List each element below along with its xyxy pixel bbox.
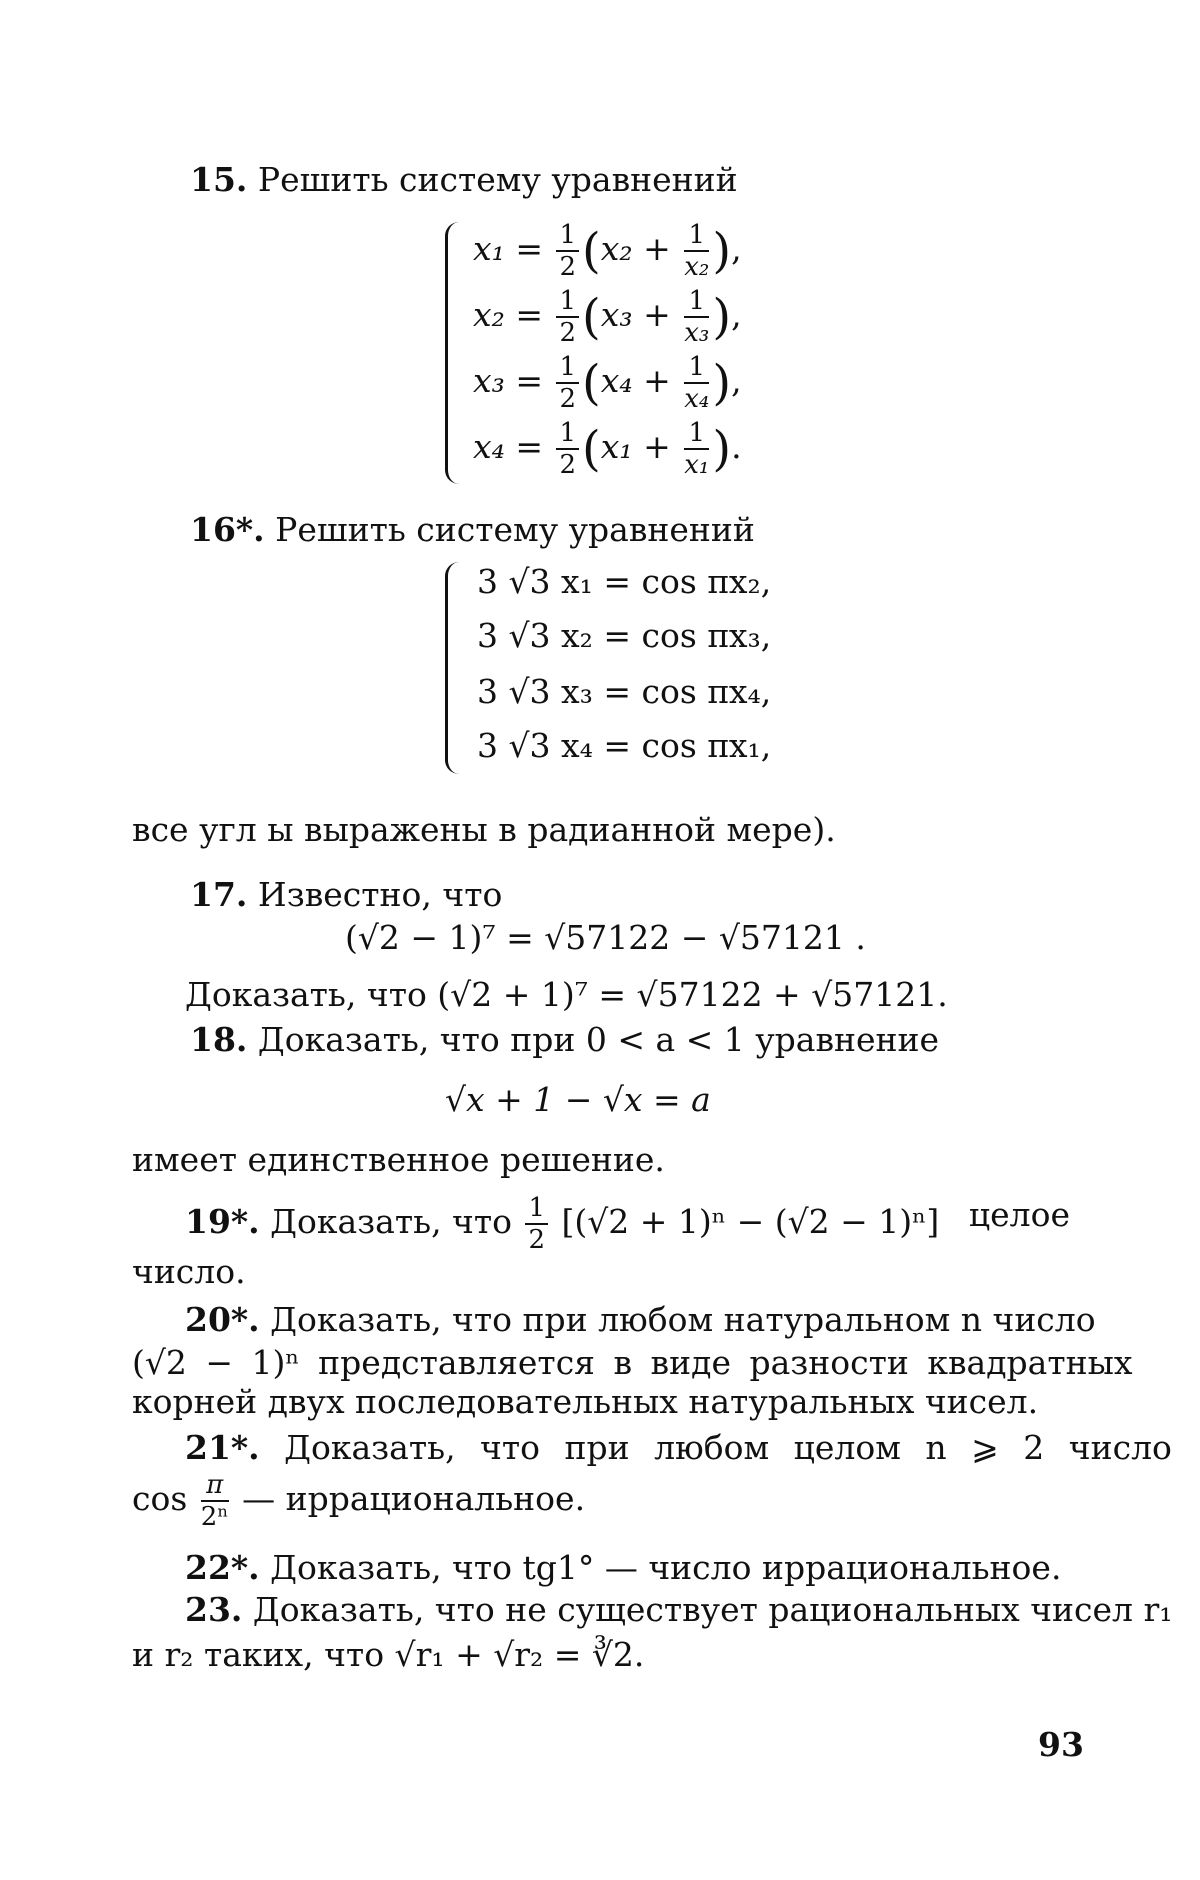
problem-17-equation: (√2 − 1)⁷ = √57122 − √57121 . — [345, 918, 866, 957]
cos-label: cos — [132, 1479, 188, 1518]
half-fraction — [556, 222, 579, 280]
problem-17-prove: Доказать, что (√2 + 1)⁷ = √57122 + √57121. — [185, 975, 948, 1014]
problem-20-line-1 — [185, 1300, 1096, 1339]
inner-variable: x₃ — [600, 295, 633, 334]
close-paren: ) — [712, 289, 732, 345]
problem-19-continuation: число. — [132, 1252, 246, 1291]
fraction-numerator: 1 — [556, 420, 579, 450]
problem-18-equation: √x + 1 − √x = a — [445, 1080, 711, 1119]
problem-23-text-1: Доказать, что не существует рациональных чисел r₁ — [252, 1590, 1173, 1629]
problem-18-text: Доказать, что при 0 < a < 1 уравнение — [257, 1020, 940, 1059]
equation-lhs: x₃ — [473, 361, 505, 400]
inner-variable: x₁ — [600, 427, 633, 466]
problem-21-line-1 — [185, 1428, 1172, 1467]
problem-19-line — [185, 1195, 1070, 1253]
equation-lhs: x₁ — [473, 229, 505, 268]
fraction-denominator: 2 — [559, 252, 577, 282]
p16-eq-3: 3 √3 x₃ = cos πx₄, — [477, 672, 772, 711]
close-paren: ) — [712, 421, 732, 477]
problem-17-intro: Известно, что — [257, 875, 503, 914]
punctuation: , — [731, 361, 742, 400]
problem-20-label: 20*. — [185, 1300, 260, 1339]
p15-eq-3 — [473, 354, 742, 412]
close-paren: ) — [712, 355, 732, 411]
problem-16-heading — [190, 510, 755, 549]
half-fraction — [556, 288, 579, 346]
problem-23-line-2: и r₂ таких, что √r₁ + √r₂ = ∛2. — [132, 1635, 645, 1674]
problem-16-label: 16*. — [190, 510, 265, 549]
p16-eq-4: 3 √3 x₄ = cos πx₁, — [477, 726, 772, 765]
reciprocal-fraction — [684, 222, 709, 280]
fraction-numerator: 1 — [684, 420, 709, 450]
open-paren: ( — [582, 289, 601, 345]
problem-23-label: 23. — [185, 1590, 243, 1629]
problem-18-after: имеет единственное решение. — [132, 1140, 665, 1179]
fraction-numerator: 1 — [556, 354, 579, 384]
problem-20-text-1: Доказать, что при любом натуральном n число — [270, 1300, 1096, 1339]
equals-sign: = — [504, 295, 554, 334]
problem-17-label: 17. — [190, 875, 248, 914]
close-paren: ) — [712, 223, 732, 279]
problem-19-label: 19*. — [185, 1202, 260, 1241]
fraction-denominator: 2 — [559, 384, 577, 414]
plus-sign: + — [632, 361, 682, 400]
system-brace — [445, 562, 462, 774]
problem-20-line-2: (√2 − 1)ⁿ представляется в виде разности квадратных — [132, 1343, 1133, 1382]
half-fraction — [556, 354, 579, 412]
fraction-numerator: 1 — [525, 1195, 548, 1225]
p15-eq-1 — [473, 222, 742, 280]
inner-variable: x₂ — [600, 229, 633, 268]
problem-16-title: Решить систему уравнений — [275, 510, 755, 549]
open-paren: ( — [582, 223, 601, 279]
punctuation: , — [731, 295, 742, 334]
punctuation: , — [731, 229, 742, 268]
problem-18-label: 18. — [190, 1020, 248, 1059]
fraction-denominator: x₁ — [684, 450, 710, 480]
fraction-denominator: x₄ — [684, 384, 710, 414]
page-number: 93 — [1038, 1725, 1084, 1764]
problem-22-line — [185, 1548, 1061, 1587]
problem-16-note: все угл ы выражены в радианной мере). — [132, 810, 836, 849]
fraction-denominator: 2ⁿ — [200, 1502, 229, 1532]
half-fraction — [525, 1195, 548, 1253]
fraction-denominator: 2 — [559, 318, 577, 348]
p16-eq-2: 3 √3 x₂ = cos πx₃, — [477, 616, 772, 655]
problem-19-text-end: целое — [968, 1195, 1070, 1234]
plus-sign: + — [632, 427, 682, 466]
problem-17-heading — [190, 875, 502, 914]
problem-15-label: 15. — [190, 160, 248, 199]
equals-sign: = — [504, 229, 554, 268]
punctuation: . — [731, 427, 742, 466]
problem-21-tail: — иррациональное. — [242, 1479, 586, 1518]
problem-15-title: Решить систему уравнений — [257, 160, 738, 199]
problem-19-text: Доказать, что — [270, 1202, 512, 1241]
problem-19-expression: [(√2 + 1)ⁿ − (√2 − 1)ⁿ] — [561, 1202, 940, 1241]
fraction-numerator: 1 — [684, 288, 709, 318]
fraction-numerator: 1 — [684, 354, 709, 384]
fraction-numerator: 1 — [556, 288, 579, 318]
fraction-denominator: x₂ — [684, 252, 710, 282]
problem-21-line-2 — [132, 1472, 585, 1530]
reciprocal-fraction — [684, 288, 709, 346]
pi-over-power-fraction — [201, 1472, 229, 1530]
fraction-numerator: 1 — [684, 222, 709, 252]
open-paren: ( — [582, 355, 601, 411]
reciprocal-fraction — [684, 420, 709, 478]
system-brace — [445, 222, 462, 484]
fraction-denominator: 2 — [559, 450, 577, 480]
open-paren: ( — [582, 421, 601, 477]
problem-22-text: Доказать, что tg1° — число иррациональное. — [270, 1548, 1062, 1587]
half-fraction — [556, 420, 579, 478]
plus-sign: + — [632, 229, 682, 268]
problem-23-line-1 — [185, 1590, 1172, 1629]
problem-15-heading — [190, 160, 738, 199]
p15-eq-2 — [473, 288, 742, 346]
equals-sign: = — [504, 361, 554, 400]
inner-variable: x₄ — [600, 361, 633, 400]
equals-sign: = — [504, 427, 554, 466]
p16-eq-1: 3 √3 x₁ = cos πx₂, — [477, 562, 772, 601]
problem-18-heading — [190, 1020, 939, 1059]
problem-16-system — [445, 562, 805, 774]
p15-eq-4 — [473, 420, 742, 478]
plus-sign: + — [632, 295, 682, 334]
equation-lhs: x₄ — [473, 427, 505, 466]
problem-22-label: 22*. — [185, 1548, 260, 1587]
problem-21-label: 21*. — [185, 1428, 260, 1467]
problem-20-line-3: корней двух последовательных натуральных чисел. — [132, 1382, 1039, 1421]
fraction-numerator: π — [201, 1472, 229, 1502]
fraction-denominator: 2 — [528, 1225, 546, 1255]
reciprocal-fraction — [684, 354, 709, 412]
fraction-denominator: x₃ — [684, 318, 710, 348]
equation-lhs: x₂ — [473, 295, 505, 334]
problem-21-text-1: Доказать, что при любом целом n ⩾ 2 число — [284, 1428, 1172, 1467]
problem-15-system — [445, 222, 825, 484]
fraction-numerator: 1 — [556, 222, 579, 252]
